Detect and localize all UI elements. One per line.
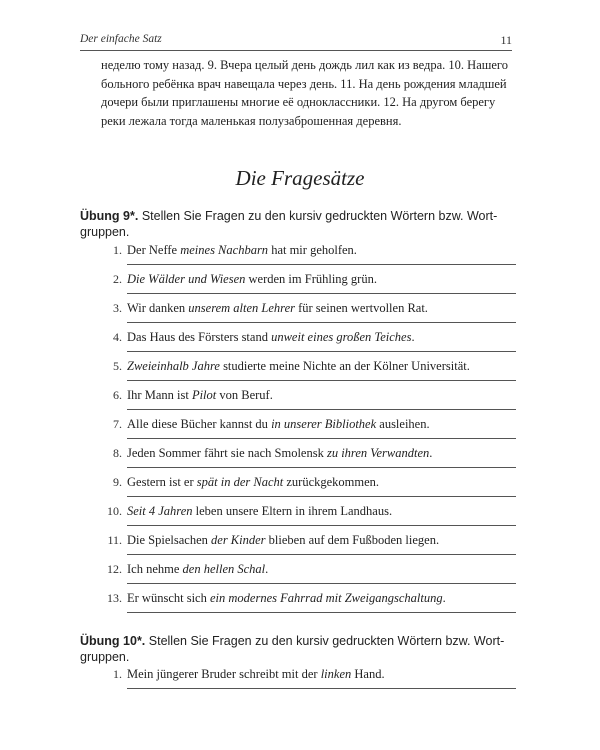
item-sentence [127, 591, 446, 606]
item-number: 3. [113, 301, 122, 315]
sentence-text: Der Neffe [127, 243, 181, 257]
exercise-9-heading [80, 208, 512, 240]
russian-paragraph-line: реки лежала тогда маленькая полузаброшенная деревня. [101, 113, 402, 128]
item-sentence [127, 667, 385, 682]
item-sentence [127, 330, 415, 345]
sentence-text: Wir danken [127, 301, 189, 315]
exercise-item [100, 562, 516, 590]
sentence-text: blieben auf dem Fußboden liegen. [265, 533, 440, 547]
item-number: 7. [113, 417, 122, 431]
section-title: Die Fragesätze [235, 166, 365, 190]
sentence-text: . [429, 446, 433, 460]
exercise-9-label: Übung 9*. [80, 209, 139, 223]
italic-target-phrase: spät in der Nacht [196, 475, 284, 489]
sentence-text: Jeden Sommer fährt sie nach Smolensk [127, 446, 327, 460]
italic-target-phrase: unserem alten Lehrer [188, 301, 295, 315]
item-sentence [127, 243, 357, 258]
answer-line[interactable] [127, 583, 516, 584]
sentence-text: Das Haus des Försters stand [127, 330, 272, 344]
italic-target-phrase: unweit eines großen Teiches [271, 330, 412, 344]
sentence-text: . [442, 591, 446, 605]
item-number: 1. [113, 243, 122, 257]
answer-line[interactable] [127, 525, 516, 526]
sentence-text: hat mir geholfen. [268, 243, 357, 257]
russian-paragraph-line: больного ребёнка врач навещала через день. 11. На день рождения младшей [101, 76, 507, 91]
item-sentence [127, 504, 392, 519]
russian-paragraph-line: неделю тому назад. 9. Вчера целый день дождь лил как из ведра. 10. Нашего [101, 58, 508, 72]
sentence-text: zurückgekommen. [283, 475, 380, 489]
item-sentence [127, 446, 432, 461]
header-rule [80, 50, 512, 51]
italic-target-phrase: Pilot [191, 388, 217, 402]
italic-target-phrase: linken [320, 667, 352, 681]
item-number: 11. [107, 533, 122, 547]
page-header [80, 33, 512, 51]
item-number: 5. [113, 359, 122, 373]
exercise-item [100, 243, 516, 271]
sentence-text: für seinen wertvollen Rat. [294, 301, 428, 315]
exercise-item [100, 591, 516, 619]
exercise-9-instruction: Stellen Sie Fragen zu den kursiv gedruckten Wörtern bzw. Wort- [138, 209, 498, 223]
item-number: 10. [107, 504, 122, 518]
sentence-text: Hand. [351, 667, 385, 681]
page-number: 11 [500, 33, 512, 47]
russian-paragraph-line: дочери были приглашены многие её одноклассники. 12. На другом берегу [101, 95, 496, 109]
sentence-text: . [265, 562, 269, 576]
exercise-item [100, 388, 516, 416]
exercise-item [100, 301, 516, 329]
answer-line[interactable] [127, 322, 516, 323]
exercise-item [100, 533, 516, 561]
answer-line[interactable] [127, 554, 516, 555]
exercise-10-instruction: Stellen Sie Fragen zu den kursiv gedruckten Wörtern bzw. Wort- [145, 634, 505, 648]
sentence-text: Mein jüngerer Bruder schreibt mit der [127, 667, 321, 681]
answer-line[interactable] [127, 351, 516, 352]
italic-target-phrase: der Kinder [211, 533, 266, 547]
exercise-item [100, 272, 516, 300]
sentence-text: Er wünscht sich [127, 591, 210, 605]
item-sentence [127, 417, 430, 432]
italic-target-phrase: Die Wälder und Wiesen [127, 272, 246, 286]
italic-target-phrase: Zweieinhalb Jahre [127, 359, 220, 373]
running-title: Der einfache Satz [80, 33, 162, 45]
item-number: 12. [107, 562, 122, 576]
answer-line[interactable] [127, 293, 516, 294]
exercise-item [100, 475, 516, 503]
sentence-text: ausleihen. [376, 417, 430, 431]
item-number: 8. [113, 446, 122, 460]
exercise-10-instruction-cont: gruppen. [80, 650, 130, 664]
item-number: 2. [113, 272, 122, 286]
exercise-item [100, 330, 516, 358]
italic-target-phrase: in unserer Bibliothek [271, 417, 377, 431]
answer-line[interactable] [127, 688, 516, 689]
exercise-10-label: Übung 10*. [80, 634, 146, 648]
exercise-item [100, 417, 516, 445]
exercise-item [100, 504, 516, 532]
exercise-item [100, 359, 516, 387]
answer-line[interactable] [127, 380, 516, 381]
answer-line[interactable] [127, 438, 516, 439]
sentence-text: . [411, 330, 415, 344]
italic-target-phrase: meines Nachbarn [180, 243, 269, 257]
item-number: 4. [113, 330, 122, 344]
russian-paragraph [101, 56, 515, 130]
exercise-10-heading [80, 633, 512, 665]
italic-target-phrase: den hellen Schal [182, 562, 266, 576]
item-number: 6. [113, 388, 122, 402]
italic-target-phrase: zu ihren Verwandten [326, 446, 430, 460]
sentence-text: werden im Frühling grün. [245, 272, 377, 286]
item-sentence [127, 562, 268, 577]
answer-line[interactable] [127, 467, 516, 468]
item-number: 1. [113, 667, 122, 681]
item-sentence [127, 359, 470, 374]
answer-line[interactable] [127, 496, 516, 497]
item-sentence [127, 388, 273, 403]
item-number: 9. [113, 475, 122, 489]
sentence-text: Ihr Mann ist [127, 388, 192, 402]
exercise-9-instruction-cont: gruppen. [80, 225, 130, 239]
answer-line[interactable] [127, 612, 516, 613]
italic-target-phrase: ein modernes Fahrrad mit Zweigangschaltung [209, 591, 443, 605]
item-number: 13. [107, 591, 122, 605]
sentence-text: leben unsere Eltern in ihrem Landhaus. [192, 504, 393, 518]
sentence-text: Ich nehme [127, 562, 183, 576]
sentence-text: von Beruf. [216, 388, 273, 402]
italic-target-phrase: Seit 4 Jahren [127, 504, 193, 518]
answer-line[interactable] [127, 264, 516, 265]
exercise-item [100, 667, 516, 695]
sentence-text: Gestern ist er [127, 475, 197, 489]
sentence-text: studierte meine Nichte an der Kölner Universität. [219, 359, 470, 373]
item-sentence [127, 272, 377, 287]
sentence-text: Die Spielsachen [127, 533, 212, 547]
item-sentence [127, 533, 439, 548]
item-sentence [127, 301, 428, 316]
exercise-item [100, 446, 516, 474]
item-sentence [127, 475, 379, 490]
sentence-text: Alle diese Bücher kannst du [127, 417, 272, 431]
answer-line[interactable] [127, 409, 516, 410]
